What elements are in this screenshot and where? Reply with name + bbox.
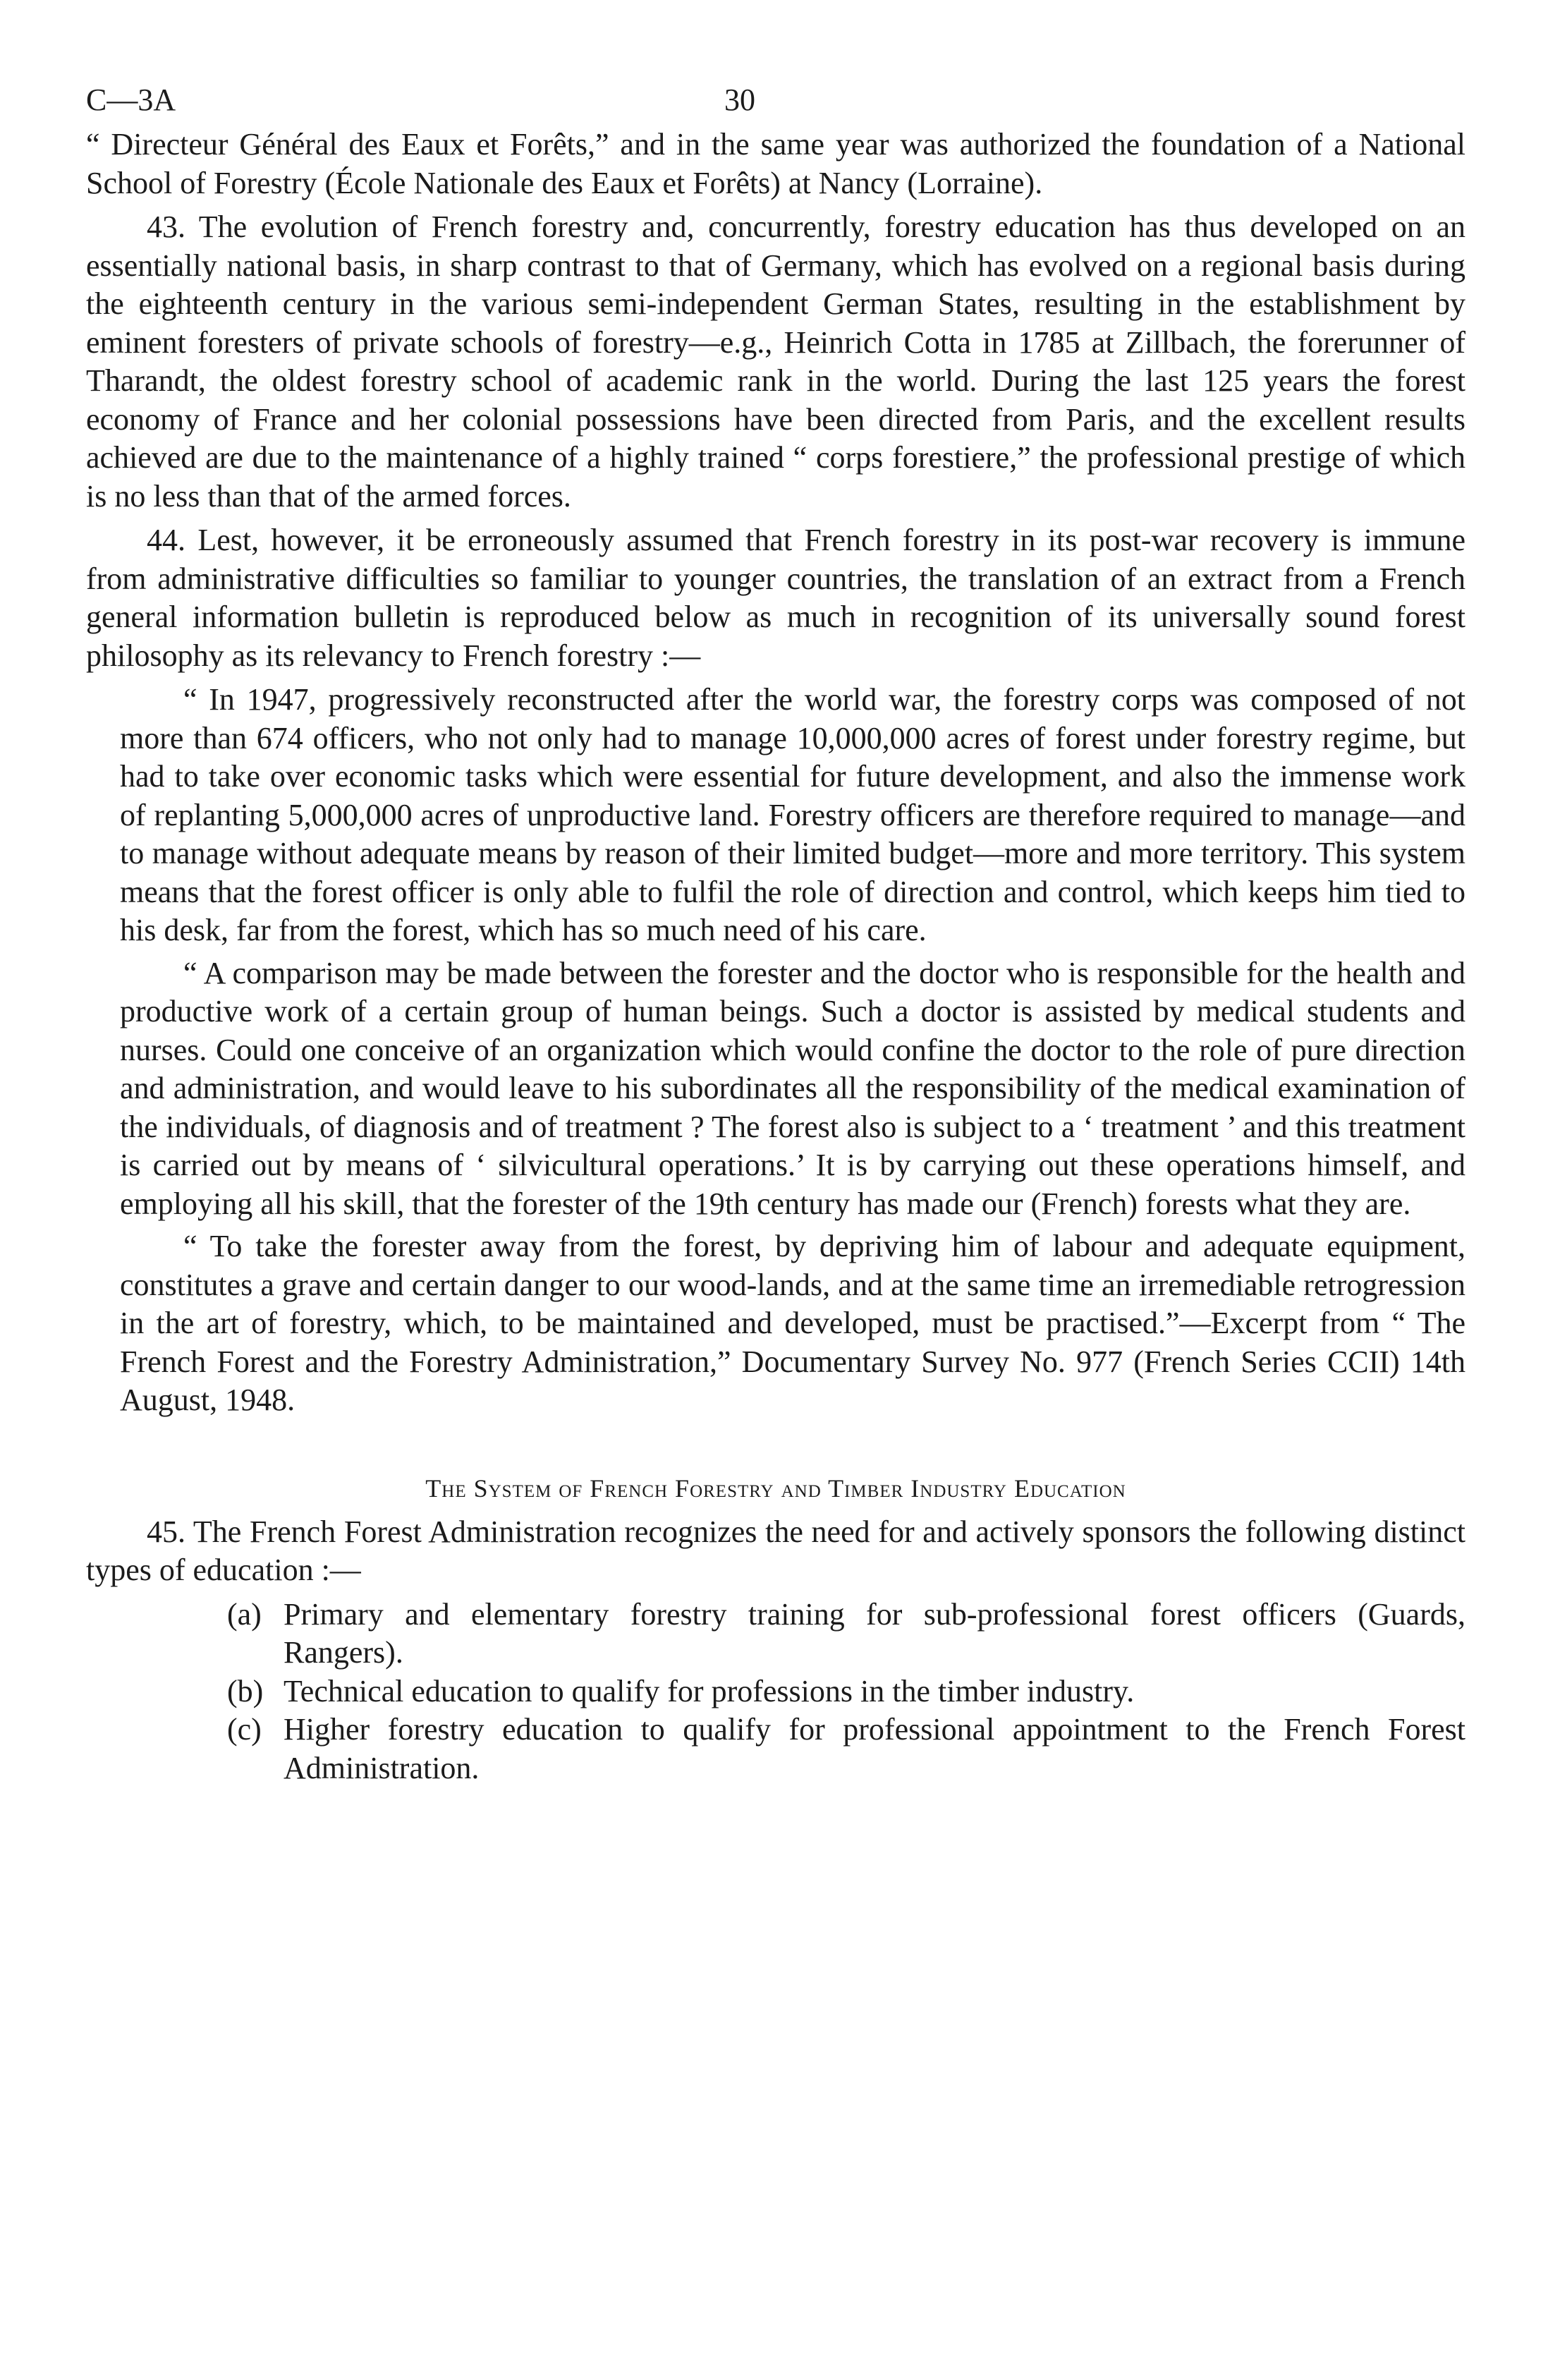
education-types-list	[86, 1596, 1465, 1788]
paragraph-45: 45. The French Forest Administration recognizes the need for and actively sponsors the following distinct types of education :—	[86, 1514, 1465, 1587]
quote-paragraph-1: “ In 1947, progressively reconstructed after the world war, the forestry corps was composed of not more than 674 officers, who not only had to manage 10,000,000 acres of forest under forestry regime, but had to take over economic tasks which were essential for future development, and also the immense work of replanting 5,000,000 acres of unproductive land. Forestry officers are therefore required to manage—and to manage without adequate means by reason of their limited budget—more and more territory. This system means that the forest officer is only able to fulfil the role of direction and control, which keeps him tied to his desk, far from the forest, which has so much need of his care.	[120, 682, 1465, 947]
paragraph-44: 44. Lest, however, it be erroneously assumed that French forestry in its post-war recovery is immune from administrative difficulties so familiar to younger countries, the translation of an extract from a French general information bulletin is reproduced below as much in recognition of its universally sound forest philosophy as its relevancy to French forestry :—	[86, 523, 1465, 673]
section-heading: The System of French Forestry and Timber Industry Education	[425, 1474, 1126, 1502]
list-item-letter: (c)	[227, 1712, 262, 1747]
paragraph-intro: “ Directeur Général des Eaux et Forêts,” and in the same year was authorized the foundation of a National School of Forestry (École Nationale des Eaux et Forêts) at Nancy (Lorraine).	[86, 127, 1465, 200]
document-page	[86, 76, 1465, 1787]
quote-paragraph-2: “ A comparison may be made between the forester and the doctor who is responsible for the health and productive work of a certain group of human beings. Such a doctor is assisted by medical students and nurses. Could one conceive of an organization which would confine the doctor to the role of pure direction and administration, and would leave to his subordinates all the responsibility of the medical examination of the individuals, of diagnosis and of treatment ? The forest also is subject to a ‘ treatment ’ and this treatment is carried out by means of ‘ silvicultural operations.’ It is by carrying out these operations himself, and employing all his skill, that the forester of the 19th century has made our (French) forests what they are.	[120, 955, 1465, 1221]
list-item	[86, 1672, 1465, 1711]
list-item	[86, 1711, 1465, 1787]
document-reference: C—3A	[86, 83, 176, 117]
page-header	[86, 76, 1465, 126]
list-item-text: Primary and elementary forestry training for sub-professional forest officers (Guards, Rangers).	[284, 1596, 1465, 1670]
page-number: 30	[724, 83, 755, 117]
list-item-text: Higher forestry education to qualify for professional appointment to the French Forest Administration.	[284, 1712, 1465, 1785]
list-item-text: Technical education to qualify for professions in the timber industry.	[284, 1673, 1135, 1708]
paragraph-43: 43. The evolution of French forestry and, concurrently, forestry education has thus developed on an essentially national basis, in sharp contrast to that of Germany, which has evolved on a regional basis during the eighteenth century in the various semi-independent German States, resulting in the establishment by eminent foresters of private schools of forestry—e.g., Heinrich Cotta in 1785 at Zillbach, the forerunner of Tharandt, the oldest forestry school of academic rank in the world. During the last 125 years the forest economy of France and her colonial possessions have been directed from Paris, and the excellent results achieved are due to the maintenance of a highly trained “ corps forestiere,” the professional prestige of which is no less than that of the armed forces.	[86, 210, 1465, 514]
quote-paragraph-3: “ To take the forester away from the forest, by depriving him of labour and adequate equipment, constitutes a grave and certain danger to our wood-lands, and at the same time an irremediable retrogression in the art of forestry, which, to be maintained and developed, must be practised.”—Excerpt from “ The French Forest and the Forestry Administration,” Documentary Survey No. 977 (French Series CCII) 14th August, 1948.	[120, 1229, 1465, 1417]
list-item-letter: (b)	[227, 1673, 264, 1708]
list-item-letter: (a)	[227, 1596, 262, 1632]
list-item	[86, 1596, 1465, 1672]
